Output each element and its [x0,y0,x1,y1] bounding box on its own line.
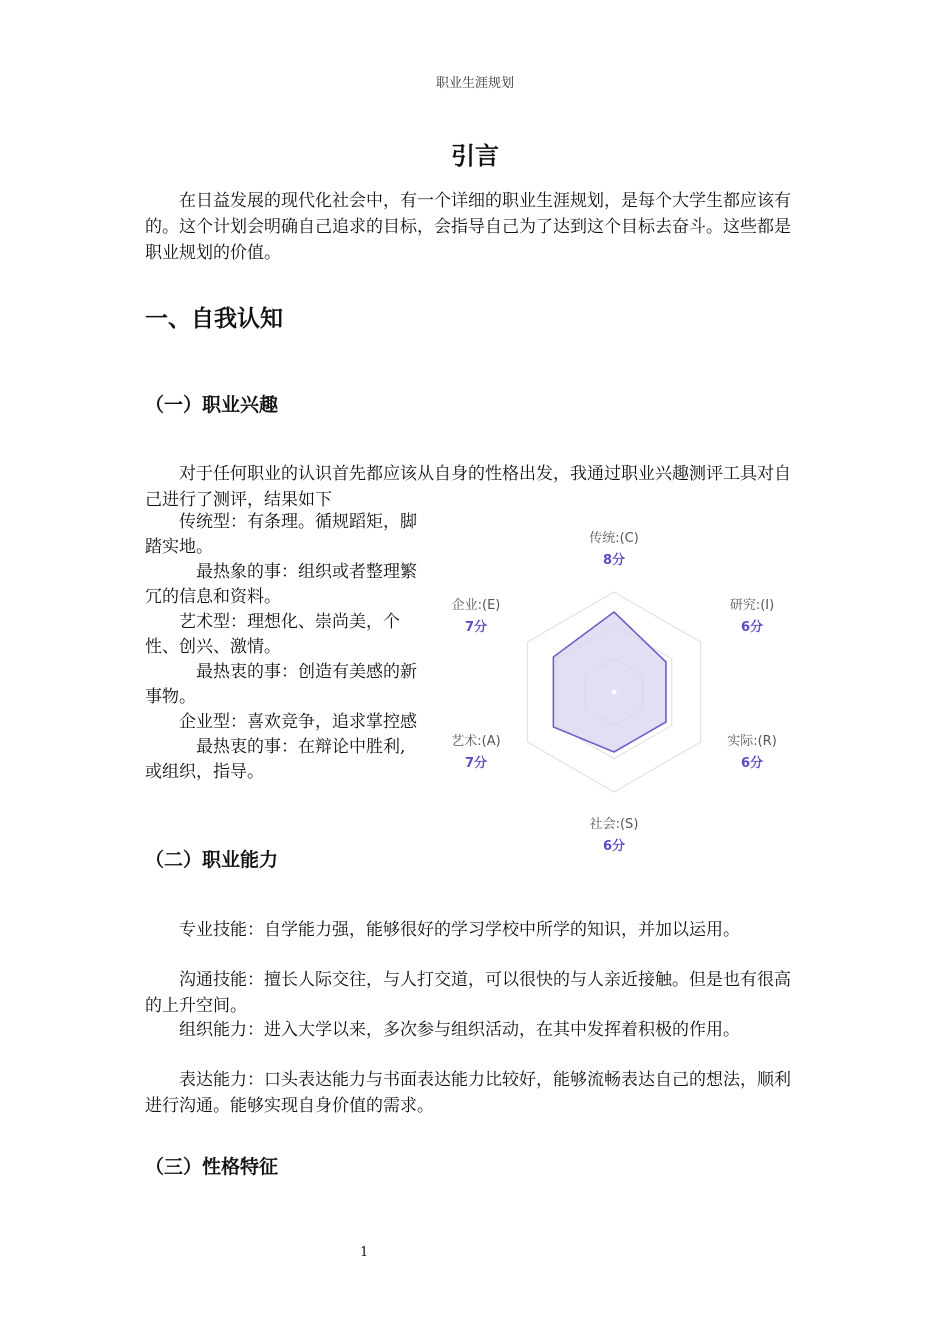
radar-axis-label: 实际:(R) [727,734,777,749]
radar-score-label: 7分 [464,756,488,771]
interest-item: 最热象的事：组织或者整理繁冗的信息和资料。 [145,562,417,607]
section-heading-self-awareness: 一、自我认知 [145,306,283,332]
radar-center-dot [612,690,617,695]
ability-item: 组织能力：进入大学以来，多次参与组织活动，在其中发挥着积极的作用。 [179,1020,740,1040]
subheading-personality: （三）性格特征 [145,1156,279,1178]
radar-score-label: 8分 [602,553,626,568]
radar-axis-label: 艺术:(A) [451,734,501,749]
page-title: 引言 [451,142,499,170]
subheading-interest: （一）职业兴趣 [145,394,279,416]
ability-item: 专业技能：自学能力强，能够很好的学习学校中所学的知识，并加以运用。 [179,920,740,940]
interest-item: 最热衷的事：在辩论中胜利,或组织，指导。 [145,737,406,782]
ability-item: 沟通技能：擅长人际交往，与人打交道，可以很快的与人亲近接触。但是也有很高的上升空间。 [145,970,791,1016]
interest-list [145,510,417,785]
interest-intro: 对于任何职业的认识首先都应该从自身的性格出发，我通过职业兴趣测评工具对自己进行了测评，结果如下 [145,464,791,510]
radar-score-label: 6分 [740,756,764,771]
interest-item: 最热衷的事：创造有美感的新事物。 [145,662,417,707]
interest-item: 企业型：喜欢竞争，追求掌控感 [179,712,417,732]
radar-axis-label: 企业:(E) [451,598,501,613]
interest-radar-chart [425,525,805,865]
ability-item: 表达能力：口头表达能力与书面表达能力比较好，能够流畅表达自己的想法，顺利进行沟通。能够实现自身价值的需求。 [145,1070,791,1116]
radar-axis-label: 研究:(I) [729,598,775,613]
intro-paragraph: 在日益发展的现代化社会中，有一个详细的职业生涯规划，是每个大学生都应该有的。这个计划会明确自己追求的目标，会指导自己为了达到这个目标去奋斗。这些都是职业规划的价值。 [145,191,791,263]
subheading-ability: （二）职业能力 [145,849,279,871]
radar-axis-label: 传统:(C) [589,531,639,546]
radar-score-label: 7分 [464,620,488,635]
radar-axis-label: 社会:(S) [589,817,639,832]
interest-item: 传统型：有条理。循规蹈矩，脚踏实地。 [145,512,417,557]
page-header: 职业生涯规划 [435,76,514,91]
page-number: 1 [360,1245,369,1260]
radar-data-area [553,612,666,752]
radar-score-label: 6分 [602,839,626,854]
interest-item: 艺术型：理想化、崇尚美，个性、创兴、激情。 [145,612,400,657]
radar-score-label: 6分 [740,620,764,635]
